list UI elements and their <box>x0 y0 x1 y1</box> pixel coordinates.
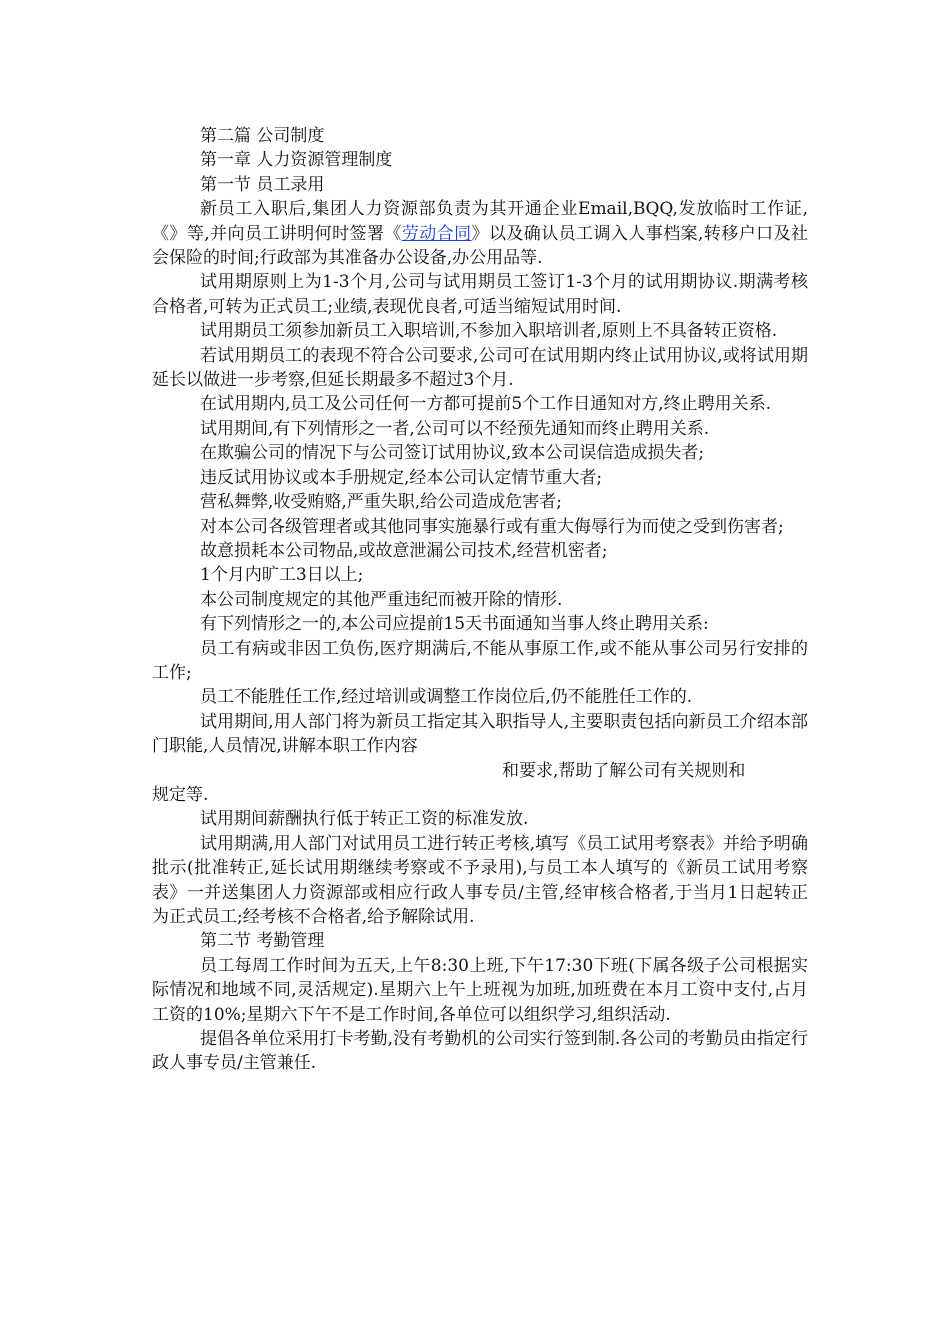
paragraph-onboarding-pre: 新员工入职后,集团人力资源部负责为其开通企业Email,BQQ,发放临时工作证,《》等,并向员工讲明何时签署《 <box>152 199 808 244</box>
paragraph-mentor: 试用期间,用人部门将为新员工指定其入职指导人,主要职责包括向新员工介绍本部门职能,人员情况,讲解本职工作内容 <box>152 711 808 757</box>
paragraph-mentor-end: 规定等. <box>152 784 209 805</box>
paragraph-notice-5-days: 在试用期内,员工及公司任何一方都可提前5个工作日通知对方,终止聘用关系. <box>200 394 772 415</box>
document-body <box>152 124 808 1076</box>
list-item-incompetence: 员工不能胜任工作,经过培训或调整工作岗位后,仍不能胜任工作的. <box>200 687 693 708</box>
paragraph-termination-without-notice: 试用期间,有下列情形之一者,公司可以不经预先通知而终止聘用关系. <box>200 418 710 439</box>
paragraph-clock-in: 提倡各单位采用打卡考勤,没有考勤机的公司实行签到制.各公司的考勤员由指定行政人事专员/主管兼任. <box>152 1029 808 1074</box>
list-item-fraud: 在欺骗公司的情况下与公司签订试用协议,致本公司误信造成损失者; <box>200 443 705 464</box>
list-item-violation: 违反试用协议或本手册规定,经本公司认定情节重大者; <box>200 467 603 488</box>
paragraph-termination-15-days: 有下列情形之一的,本公司应提前15天书面通知当事人终止聘用关系: <box>200 614 709 635</box>
list-item-bribery: 营私舞弊,收受贿赂,严重失职,给公司造成危害者; <box>200 492 562 513</box>
paragraph-working-hours: 员工每周工作时间为五天,上午8:30上班,下午17:30下班(下属各级子公司根据实际情况和地域不同,灵活规定).星期六上午上班视为加班,加班费在本月工资中支付,占月工资的10%;星期六下午不是工作时间,各单位可以组织学习,组织活动. <box>152 955 808 1025</box>
paragraph-onboarding-post: 》以及确认员工调入人事档案,转移户口及社会保险的时间;行政部为其准备办公设备,办公用品等. <box>152 223 809 269</box>
chapter-heading: 第一章 人力资源管理制度 <box>200 150 393 171</box>
paragraph-probation-period: 试用期原则上为1-3个月,公司与试用期员工签订1-3个月的试用期协议.期满考核合格者,可转为正式员工;业绩,表现优良者,可适当缩短试用时间. <box>152 272 808 317</box>
paragraph-onboarding <box>152 197 808 270</box>
paragraph-probation-extension: 若试用期员工的表现不符合公司要求,公司可在试用期内终止试用协议,或将试用期延长以做进一步考察,但延长期最多不超过3个月. <box>152 345 808 391</box>
section-heading-attendance: 第二节 考勤管理 <box>200 931 325 952</box>
list-item-violence: 对本公司各级管理者或其他同事实施暴行或有重大侮辱行为而使之受到伤害者; <box>200 516 784 537</box>
paragraph-probation-salary: 试用期间薪酬执行低于转正工资的标准发放. <box>200 809 529 830</box>
paragraph-training: 试用期员工须参加新员工入职培训,不参加入职培训者,原则上不具备转正资格. <box>200 321 778 342</box>
part-heading: 第二篇 公司制度 <box>200 126 325 146</box>
list-item-other: 本公司制度规定的其他严重违纪而被开除的情形. <box>200 589 563 610</box>
list-item-damage: 故意损耗本公司物品,或故意泄漏公司技术,经营机密者; <box>200 540 608 561</box>
list-item-illness: 员工有病或非因工负伤,医疗期满后,不能从事原工作,或不能从事公司另行安排的工作; <box>152 638 808 683</box>
list-item-absence: 1个月内旷工3日以上; <box>200 565 364 586</box>
paragraph-confirmation: 试用期满,用人部门对试用员工进行转正考核,填写《员工试用考察表》并给予明确批示(批准转正,延长试用期继续考察或不予录用),与员工本人填写的《新员工试用考察表》一并送集团人力资源部或相应行政人事专员/主管,经审核合格者,于当月1日起转正为正式员工;经考核不合格者,给予解除试用. <box>152 833 808 927</box>
paragraph-mentor-continued: 和要求,帮助了解公司有关规则和 <box>502 760 746 781</box>
labor-contract-link[interactable]: 劳动合同 <box>401 223 472 244</box>
section-heading-recruitment: 第一节 员工录用 <box>200 174 325 195</box>
